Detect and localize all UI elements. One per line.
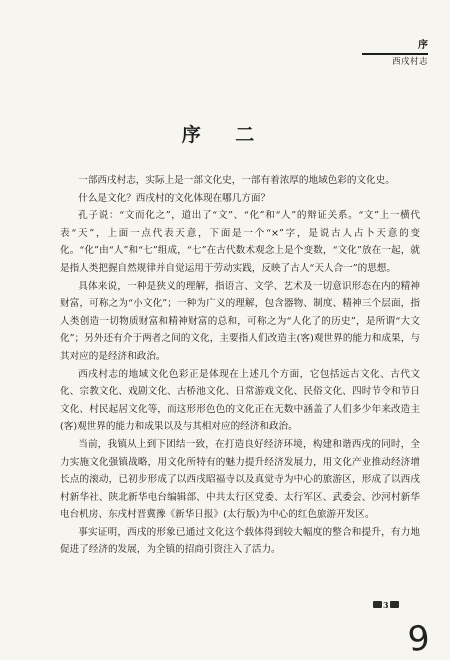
- running-head: [362, 40, 428, 67]
- page-title: 序 二: [181, 124, 269, 146]
- body-text: [60, 172, 420, 559]
- folio-ornament-icon: [390, 601, 399, 608]
- paragraph: 事实证明，西戌的形象已通过文化这个载体得到较大幅度的整合和提升，有力地促进了经济的发展，为全镇的招商引资注入了活力。: [60, 526, 420, 556]
- paragraph: 西戌村志的地域文化色彩正是体现在上述几个方面，它包括远古文化、古代文化、宗教文化、戏剧文化、古桥池文化、日常游戏文化、民俗文化、四时节令和节日文化、村民起居文化等，而这形形色色的文化正在无数中涵盖了人们多少年来改造主(客)观世界的能力和成果以及与其相对应的经济和政治。: [60, 368, 420, 433]
- running-head-rule: [362, 53, 428, 55]
- running-head-section: 序: [418, 40, 428, 51]
- paragraph: 什么是文化？西戌村的文化体现在哪几方面？: [78, 192, 271, 204]
- handwritten-mark: 9: [405, 617, 432, 660]
- page-number: [373, 600, 399, 610]
- paragraph: 孔子说：“文而化之”，道出了“文”、“化”和“人”的辩证关系。“文”上一横代表“天”，上面一点代表天意，下面是一个“×”字，是说古人占卜天意的变化。“化”由“人”和“七”组成，“七”在古代数术观念上是个变数，“文化”放在一起，就是指人类把握自然规律并自觉运用于劳动实践，反映了古人“天人合一”的思想。: [60, 210, 420, 274]
- paragraph: 当前，我镇从上到下团结一致，在打造良好经济环境，构建和谐西戌的同时，全力实施文化强镇战略，用文化所特有的魅力提升经济发展力，用文化产业推动经济增长点的滚动，已初步形成了以西戌昭福寺以及真觉寺为中心的旅游区，形成了以西戌村新华社、陕北新华电台编辑部、中共太行区党委、太行军区、武委会、沙河村新华电台机房、东戌村晋冀豫《新华日报》(太行版)为中心的红色旅游开发区。: [60, 438, 420, 521]
- page-number-value: 3: [383, 600, 389, 610]
- running-head-book-title: 西戌村志: [391, 57, 428, 67]
- paragraph: 一部西戌村志，实际上是一部文化史，一部有着浓厚的地域色彩的文化史。: [78, 175, 395, 186]
- paragraph: 具体来说，一种是狭义的理解，指语言、文学、艺术及一切意识形态在内的精神财富，可称之为“小文化”；一种为广义的理解，包含器物、制度、精神三个层面，指人类创造一切物质财富和精神财富的总和，可称之为“人化了的历史”，是所谓“大文化”；另外还有介于两者之间的文化，主要指人们改造主(客)观世界的能力和成果，与其对应的是经济和政治。: [60, 280, 420, 362]
- folio-ornament-icon: [373, 601, 382, 608]
